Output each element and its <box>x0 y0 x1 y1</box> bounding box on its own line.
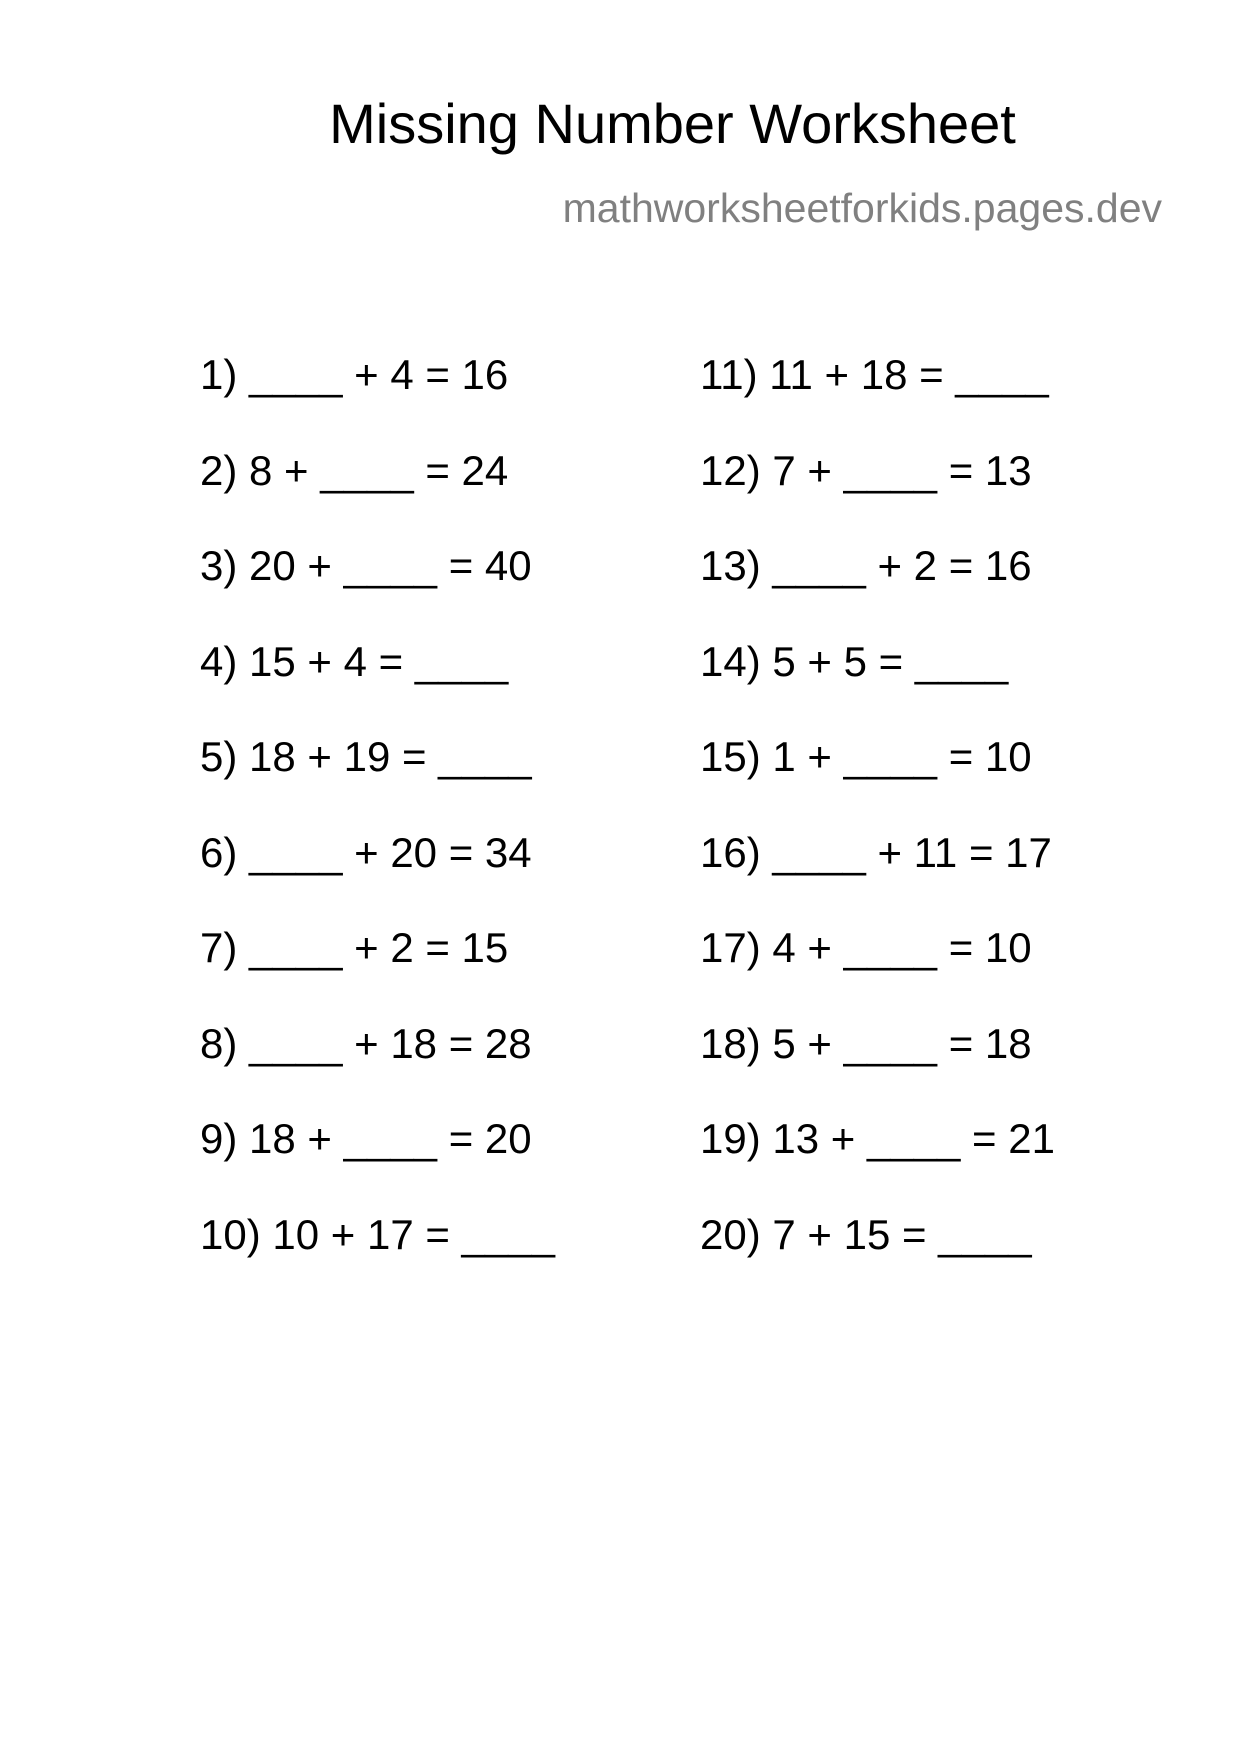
problem-item: 19) 13 + ____ = 21 <box>700 1115 1055 1162</box>
problem-item: 2) 8 + ____ = 24 <box>200 446 509 494</box>
problem-item: 1) ____ + 4 = 16 <box>200 351 509 398</box>
problem-item: 5) 18 + 19 = ____ <box>200 733 532 780</box>
problem-item: 12) 7 + ____ = 13 <box>700 446 1032 494</box>
problem-item: 13) ____ + 2 = 16 <box>700 542 1032 589</box>
problem-item: 8) ____ + 18 = 28 <box>200 1019 532 1067</box>
problem-item: 10) 10 + 17 = ____ <box>200 1210 555 1258</box>
problem-item: 15) 1 + ____ = 10 <box>700 733 1032 780</box>
problem-item: 3) 20 + ____ = 40 <box>200 542 532 589</box>
site-url: mathworksheetforkids.pages.dev <box>562 185 1162 231</box>
problem-item: 16) ____ + 11 = 17 <box>700 828 1052 876</box>
problem-item: 6) ____ + 20 = 34 <box>200 828 532 876</box>
problem-item: 20) 7 + 15 = ____ <box>700 1210 1032 1258</box>
problem-item: 9) 18 + ____ = 20 <box>200 1115 532 1162</box>
problem-column-left <box>200 350 555 1305</box>
problem-column-right <box>700 350 1055 1305</box>
worksheet-title: Missing Number Worksheet <box>329 92 1016 155</box>
problem-item: 11) 11 + 18 = ____ <box>700 351 1049 398</box>
problem-item: 18) 5 + ____ = 18 <box>700 1019 1032 1067</box>
problem-item: 14) 5 + 5 = ____ <box>700 637 1009 685</box>
problem-item: 4) 15 + 4 = ____ <box>200 637 509 685</box>
problem-item: 7) ____ + 2 = 15 <box>200 924 509 971</box>
problem-item: 17) 4 + ____ = 10 <box>700 924 1032 971</box>
